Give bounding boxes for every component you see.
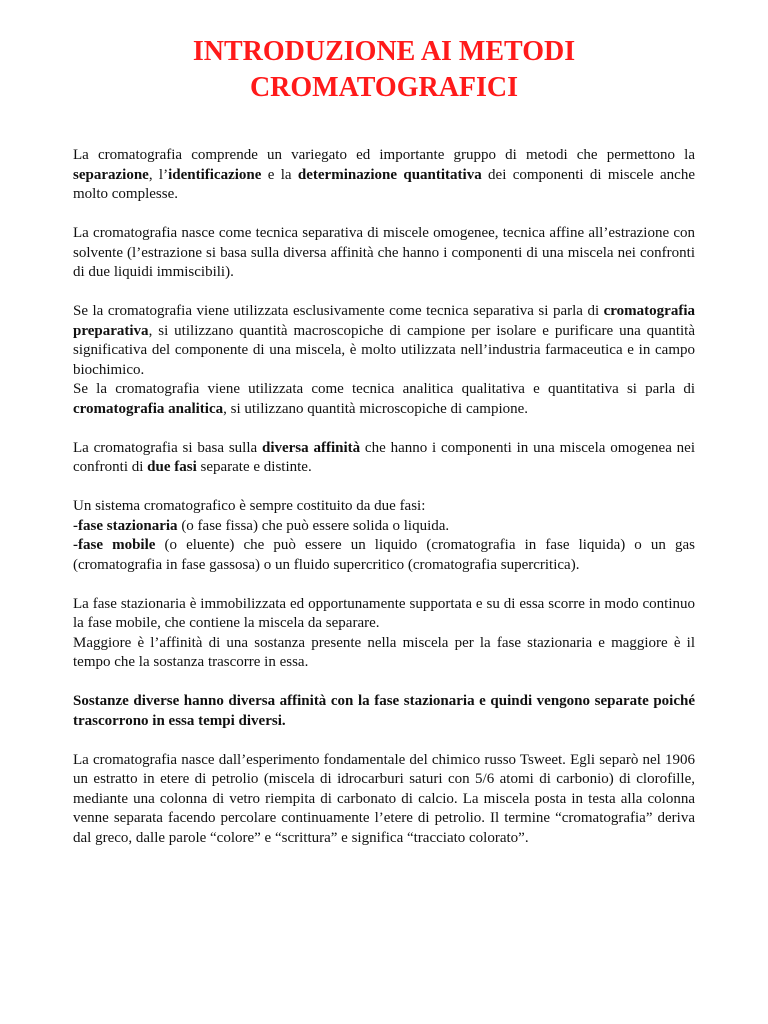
- text-run: , si utilizzano quantità macroscopiche di campione per isolare e purificare una quantità significativa del componente di una miscela, è molto utilizzata nell’industria farmaceutica e in campo biochimico.: [73, 322, 695, 378]
- title-line-2: CROMATOGRAFICI: [249, 72, 519, 103]
- mobile-phase-line: [73, 536, 695, 556]
- bold-term: -fase mobile: [73, 537, 156, 553]
- text-run: (o eluente) che può essere un liquido (cromatografia in fase liquida) o un gas: [155, 537, 695, 553]
- text-run: Se la cromatografia viene utilizzata come tecnica analitica qualitativa e quantitativa si parla di: [73, 381, 695, 397]
- mobile-phase-line-cont: (cromatografia in fase gassosa) o un fluido supercritico (cromatografia supercritica).: [73, 556, 580, 573]
- bold-term: identificazione: [168, 166, 262, 183]
- phases-intro: Un sistema cromatografico è sempre costituito da due fasi:: [73, 498, 426, 514]
- paragraph-preparative: [73, 302, 695, 380]
- title-line-1: INTRODUZIONE AI METODI: [192, 36, 576, 67]
- paragraph-analytical: [73, 380, 695, 419]
- bold-term: -fase stazionaria: [73, 517, 178, 534]
- bold-term: cromatografia preparativa: [73, 303, 695, 339]
- paragraph-greater-affinity: Maggiore è l’affinità di una sostanza presente nella miscela per la fase stazionaria e maggiore è il tempo che la sostanza trascorre in essa.: [73, 634, 695, 670]
- bold-term: determinazione quantitativa: [297, 166, 482, 183]
- bold-statement: Sostanze diverse hanno diversa affinità con la fase stazionaria e quindi vengono separate poiché trascorrono in essa tempi diversi.: [73, 693, 695, 729]
- paragraph-history: La cromatografia nasce dall’esperimento fondamentale del chimico russo Tsweet. Egli separò nel 1906 un estratto in etere di petrolio (miscela di idrocarburi saturi con 5/6 atomi di carbonio) di clorofille, mediante una colonna di vetro riempita di carbonato di calcio. La miscela posta in testa alla colonna venne separata facendo percolare continuamente l’etere di petrolio. Il termine “cromatografia” deriva dal greco, dalle parole “colore” e “scrittura” e significa “tracciato colorato”.: [73, 751, 695, 846]
- bold-term: cromatografia analitica: [73, 400, 224, 417]
- document-body: [73, 146, 695, 848]
- text-run: Se la cromatografia viene utilizzata esclusivamente come tecnica separativa si parla di: [73, 303, 604, 319]
- bold-term: diversa affinità: [261, 439, 361, 456]
- bold-term: due fasi: [147, 459, 197, 475]
- text-run: che hanno i componenti in una miscela omogenea nei confronti di: [73, 439, 695, 475]
- paragraph-origin: La cromatografia nasce come tecnica separativa di miscele omogenee, tecnica affine all’estrazione con solvente (l’estrazione si basa sulla diversa affinità che hanno i componenti di una miscela nei confronti di due liquidi immiscibili).: [73, 225, 695, 280]
- text-run: separate e distinte.: [196, 459, 312, 475]
- text-run: e la: [261, 166, 298, 183]
- paragraph-intro: [73, 146, 695, 205]
- paragraph-phases: [73, 497, 695, 575]
- stationary-phase-line: [73, 517, 695, 537]
- text-run: (o fase fissa) che può essere solida o liquida.: [177, 517, 450, 534]
- text-run: , si utilizzano quantità microscopiche di campione.: [223, 400, 529, 417]
- paragraph-key-statement: [73, 692, 695, 731]
- paragraph-stationary: La fase stazionaria è immobilizzata ed opportunamente supportata e su di essa scorre in modo continuo la fase mobile, che contiene la miscela da separare.: [73, 595, 695, 631]
- document-title: [0, 34, 768, 106]
- text-run: La cromatografia comprende un variegato ed importante gruppo di metodi che permettono la: [73, 147, 695, 163]
- text-run: dei componenti di miscele anche molto complesse.: [73, 166, 695, 202]
- paragraph-affinity: [73, 439, 695, 478]
- bold-term: separazione: [73, 166, 149, 183]
- text-run: La cromatografia si basa sulla: [73, 439, 262, 456]
- text-run: , l’: [148, 166, 169, 183]
